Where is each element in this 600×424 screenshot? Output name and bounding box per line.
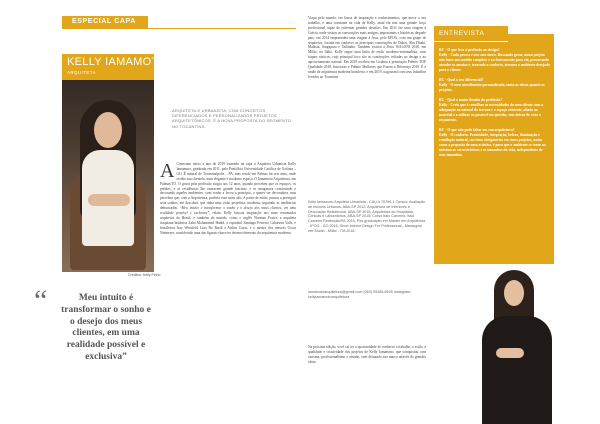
bio-block: Kelly Iamamoto Arquiteta Urbanista - CAU A 70794-1 Cursos: Avaliação de Imóveis Urbanos, ABA-SP 2012; Arquitetura de Interiores e Decoração Residencial, ABA-SP 2015; Arquitetura do Hospitalar, Clínicas e Laboratórios, ABA-SP 2015; Curso Italo Carneiro, Italo Carneiro Redenção/PA 2015; Pós-graduação em Master em Arquitetura - IPOG - GO 2016; Short Interior Design For Professional - Marangoni em Studio - Milão - ITA 2018.	[308, 200, 426, 233]
interview-title: ENTREVISTA	[434, 26, 508, 42]
section-divider	[62, 28, 296, 29]
qa-item	[439, 48, 550, 73]
portrait-face	[504, 280, 524, 306]
qa-answer: Kelly - O meu atendimento personalizado, tanto as obras quanto os projetos.	[439, 83, 545, 92]
qa-answer: Kelly - O conforto: Praticidade, integração, beleza, iluminação e ventilação natural, são itens obrigatórios em meus projetos, assim como a proposta de uma acústica, é para que o ambiente se torne ao máximo as características e os tamanhos da vida, independente de seus tamanhos.	[439, 133, 546, 157]
article-paragraph-1: Conectam início a ano de 2019 trazendo na capa a Arquiteta Urbanista Kelly Iamamoto, graduada em 2011, pela Pontifícia Universidade Católica de Goiânia – GO. É natural de Tocantinópolis – PA, mas reside em Palmas há seis anos, onde recebe sua clientela, num elegante e moderno espaço. O Iamamoto Arquitetura, em Palmas/TO. O gosto pela profissão surgiu aos 12 anos, quando percebeu que os espaços, os prédios, e as residências lhe causavam grande fascínio, e se imaginava construindo e decorando aqueles ambientes, com sonho a levou a princípio, a querer ser decoradora, mas percebeu que, com a Arquitetura, poderia voar mais alto. A partir de então, passou a perseguir seus sonhos, até descobrir que tinha uma visão projetista, moderna, seguindo as tendências demarcadas.	[160, 162, 296, 211]
profile-photo	[62, 54, 168, 272]
qa-item	[439, 128, 550, 158]
article-paragraph-4: Na próxima edição, você vai ter a oportunidade de conhecer o trabalho, o estilo, a qualidade e criatividade dos projetos de Kelly Iamamoto, que conquistou com carisma, profissionalismo e atitude, vem deixando sua marca através de grandes obras.	[308, 345, 426, 364]
portrait-body	[482, 316, 552, 424]
secondary-portrait	[464, 264, 556, 424]
article-closing	[308, 345, 426, 365]
drop-cap: A	[160, 160, 175, 182]
side-caption: ARQUITETA E URBANISTA, COM CONCEITOS DIFERENCIADOS E PERSONALIZADOS PROJETOS ARQUITETÔNICOS, É A NOVA PROPOSTA DO SEGMENTO NO TOCANTINS.	[172, 108, 292, 129]
photo-credit: Créditos: Kelly Pinho	[128, 273, 161, 277]
interview-qa	[439, 48, 550, 163]
profile-name: KELLY IAMAMOTO	[67, 56, 168, 68]
qa-answer: Kelly - Creio que é concilhar as necessidades do meu cliente com a adequação ao natural do terreno e o espaço existente, aliado ao material e a utilizar ao possível em questão, sem deixar de vista o orçamento.	[439, 103, 543, 122]
qa-question: RC - Qual o seu diferencial?	[439, 78, 484, 82]
section-tag: ESPECIAL CAPA	[62, 16, 148, 28]
qa-item	[439, 98, 550, 123]
article-paragraph-2: relata. Kelly buscou inspiração nos mais renomados arquitetos do Brasil, e também do mundo, como o inglês Norman Foster, a arquiteta iraquiana-britânica Zaha Mohammed Hadid, o espanhol Santiago Ferreiro Calatrava Valls, e brasileiros Isay Weinfeld, Lina Bo Bardi e Arthur Casas, e o mestre dos mestres Oscar Niemeyer, considerado uma das figuras-chave no desenvolvimento da arquitetura moderna.	[160, 211, 297, 235]
contact-block: iamamotoarquitetura@gmail.com (063) 99285-6525 Instagram: kellyiamamotoarquitetura	[308, 290, 412, 299]
article-column-2	[308, 16, 426, 80]
article-inline-quote: “Meu intuito é transformar o sonho e o desejo dos meus clientes, em uma realidade possível e exclusiva”,	[160, 206, 296, 216]
qa-question: RC - O que leva à profissão ao design?	[439, 48, 500, 52]
article-column-1	[160, 162, 296, 236]
photo-arm	[88, 194, 130, 206]
profile-role: ARQUITETA	[67, 70, 97, 75]
name-plate	[62, 54, 168, 80]
article-paragraph-3: Viajar pelo mundo, em busca de inspiração e conhecimentos, que move o seu trabalho, é uma constante na vida de Kelly, atual ela tem uma grande força profissional capaz de enfrentar grandes desafios. Em 2011 fez uma viagem à Grécia, onde visitou as construções mais antigas, importantes e históricas daquele país; em 2014 empreendeu uma viagem à Ásia, pelo EPOG, com um grupo de arquitetos, focada em conhecer as principais construções de Dubai, Abu Dhabi, Malásia, Singapura e Tailândia. Também visitou a Feira ISALONI 2018, em Milão, na Itália. Kelly segue uma linha de estilo moderno-minimalista, com toques rústicos, cujo principal foco são as construções voltadas ao design e ao aproveitamento natural. Em 2018 recebeu em Goiânia a premiação Prêmio TOP Qualidade 2018, Interiores e Prêmio Mulheres que Fazem a Diferença 2018. É a união de arquitetura moderna brasileira, e em 2019, tiagousmi com seus trabalhos levados ao Tocantins.	[308, 16, 426, 79]
qa-answer: Kelly - Cada pessoa é um caso único. Buscando gerar, nosso projeto não fazer um modelo completo e exclusivamente para ela, procurando atender os anseios e, trazendo o conforto, teremos o ambiente desejado para o cliente.	[439, 53, 550, 72]
photo-face	[94, 112, 122, 148]
quote-mark-icon: “	[34, 284, 48, 317]
qa-question: RC - Qual o maior desafio da profissão?	[439, 98, 503, 102]
qa-item	[439, 78, 550, 93]
pull-quote: Meu intuito é transformar o sonho e o desejo dos meus clientes, em uma realidade possível e exclusiva”	[61, 293, 151, 362]
qa-question: RC - O que não pode faltar em sua arquitetura?	[439, 128, 515, 132]
portrait-hand	[496, 348, 524, 358]
